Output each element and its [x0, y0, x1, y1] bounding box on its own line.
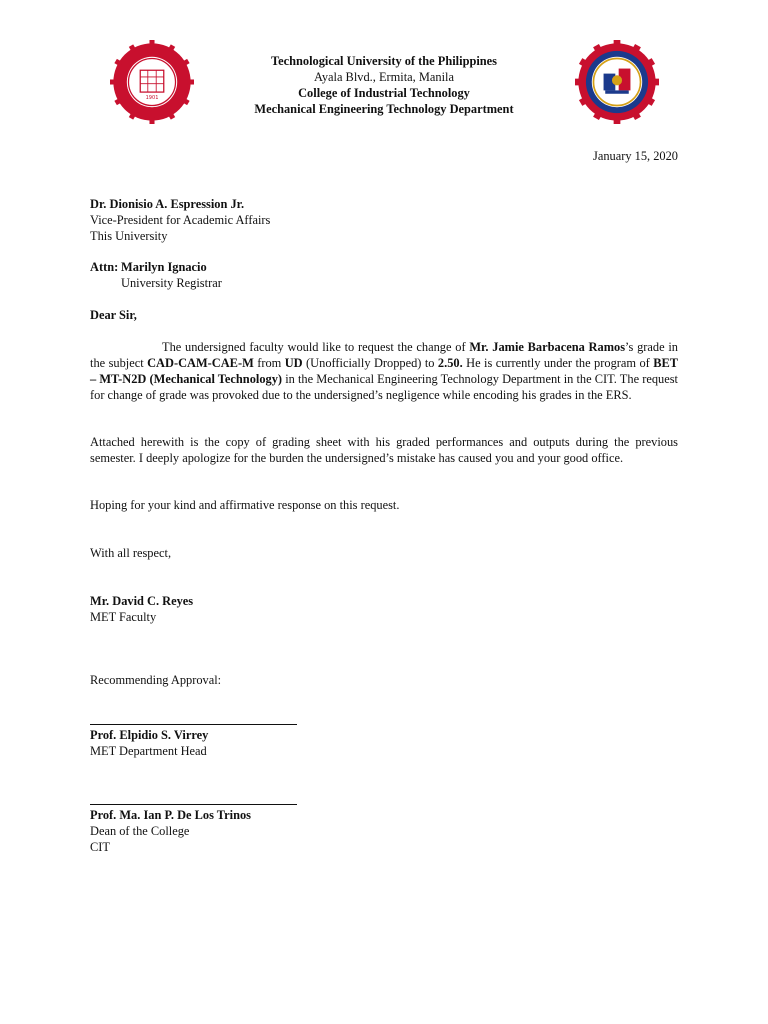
department-name: Mechanical Engineering Technology Department: [254, 102, 514, 116]
attn-title: University Registrar: [121, 276, 222, 290]
approver-2-block: [90, 798, 678, 855]
signature-line: [90, 724, 297, 725]
attn-name: Marilyn Ignacio: [121, 260, 207, 274]
sender-name: Mr. David C. Reyes: [90, 594, 194, 608]
approver-2-title: Dean of the College: [90, 824, 190, 838]
college-name: College of Industrial Technology: [298, 86, 470, 100]
to-grade: 2.50.: [437, 356, 463, 370]
body-paragraph-1: [90, 339, 678, 403]
approver-2-name: Prof. Ma. Ian P. De Los Trinos: [90, 808, 251, 822]
approver-1-name: Prof. Elpidio S. Virrey: [90, 728, 209, 742]
p1-text-c: from: [253, 356, 285, 370]
p1-text-a: The undersigned faculty would like to request the change of: [162, 340, 470, 354]
p1-text-b: ’s grade in the subject: [90, 340, 678, 370]
p1-text-d: (Unofficially Dropped) to: [302, 356, 438, 370]
sender-title: MET Faculty: [90, 610, 157, 624]
signature-line: [90, 804, 297, 805]
letter-date: January 15, 2020: [593, 149, 678, 163]
recipient-title: Vice-President for Academic Affairs: [90, 213, 271, 227]
attention-block: [90, 259, 678, 291]
approver-2-org: CIT: [90, 840, 110, 854]
p1-text-f: in the Mechanical Engineering Technology Department in the CIT. The request for change of grade was provoked due to the undersigned’s negligence while encoding his grades in the ERS.: [90, 372, 678, 402]
sender-block: [90, 593, 678, 625]
body-paragraph-3: Hoping for your kind and affirmative response on this request.: [90, 498, 400, 512]
tup-seal-logo: [110, 40, 194, 124]
cit-seal-logo: [575, 40, 659, 124]
student-name: Mr. Jamie Barbacena Ramos: [469, 340, 626, 354]
attn-label: Attn:: [90, 260, 119, 274]
seal-year: 1901: [145, 94, 159, 101]
recipient-name: Dr. Dionisio A. Espression Jr.: [90, 197, 245, 211]
approver-1-block: [90, 718, 678, 759]
body-paragraph-2: Attached herewith is the copy of grading sheet with his graded performances and outputs during the previous semester. I deeply apologize for the burden the undersigned’s mistake has caused you and your good office.: [90, 435, 678, 465]
salutation: Dear Sir,: [90, 308, 137, 322]
recommending-approval: Recommending Approval:: [90, 673, 222, 687]
closing: With all respect,: [90, 546, 172, 560]
letterhead: [200, 53, 568, 117]
university-address: Ayala Blvd., Ermita, Manila: [314, 70, 454, 84]
university-name: Technological University of the Philippines: [270, 54, 498, 68]
p1-text-e: He is currently under the program of: [462, 356, 654, 370]
program-code: BET – MT-N2D (Mechanical Technology): [90, 356, 679, 386]
subject-code: CAD-CAM-CAE-M: [147, 356, 254, 370]
recipient-block: [90, 196, 678, 244]
seal-center-emblem: [140, 70, 164, 92]
from-grade: UD: [284, 356, 303, 370]
recipient-org: This University: [90, 229, 168, 243]
approver-1-title: MET Department Head: [90, 744, 207, 758]
